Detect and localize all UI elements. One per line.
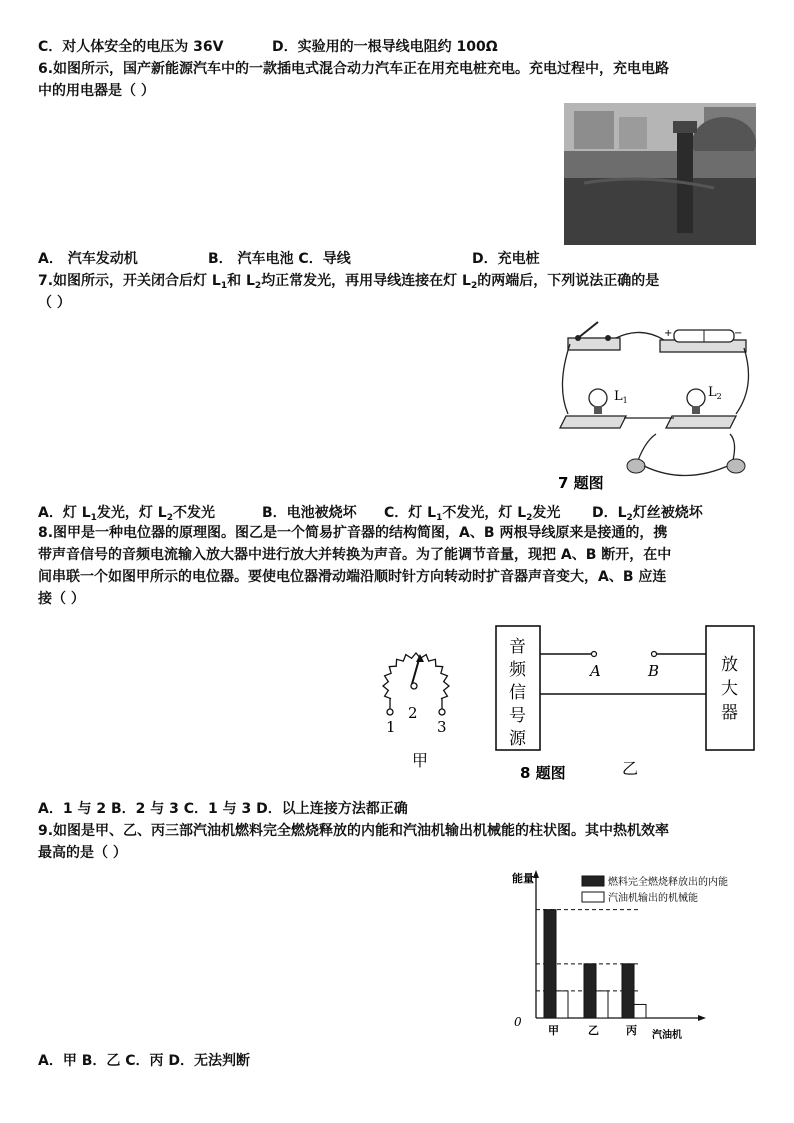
amplifier-char: 器 xyxy=(721,703,738,723)
potentiometer-figure xyxy=(376,640,466,770)
bar-甲-mechanical-energy xyxy=(556,991,568,1018)
q6-option-bc: B． 汽车电池 C．导线 xyxy=(208,251,351,267)
q8-stem-line2: 带声音信号的音频电流输入放大器中进行放大并转换为声音。为了能调节音量，现把 A、B 断开，在中 xyxy=(38,547,672,563)
q5-option-d: D．实验用的一根导线电阻约 100Ω xyxy=(272,39,498,55)
x-tick-label: 丙 xyxy=(626,1024,637,1037)
q5-option-c: C．对人体安全的电压为 36V xyxy=(38,39,224,55)
x-axis-label: 汽油机 xyxy=(652,1030,682,1041)
q7-option-d: D．$L_2$灯丝被烧坏 xyxy=(592,505,703,523)
q8-stem-line4: 接（ ） xyxy=(38,591,85,607)
signal-source-char: 源 xyxy=(509,729,526,749)
origin-label: 0 xyxy=(514,1015,522,1029)
q8-stem-line1: 8.图甲是一种电位器的原理图。图乙是一个简易扩音器的结构简图，A、B 两根导线原来是接通的，携 xyxy=(38,525,668,541)
amplifier-char: 大 xyxy=(721,679,738,699)
q9-options: A．甲 B．乙 C．丙 D．无法判断 xyxy=(38,1053,251,1069)
legend-swatch xyxy=(582,892,604,902)
lamp-l1-label: $L_1$ xyxy=(614,389,628,405)
q7-option-b: B．电池被烧坏 xyxy=(262,505,357,521)
x-tick-label: 甲 xyxy=(548,1024,559,1037)
q9-energy-bar-chart xyxy=(506,866,760,1044)
bar-甲-internal-energy xyxy=(544,910,556,1018)
bar-丙-internal-energy xyxy=(622,964,634,1018)
legend-label: 汽油机输出的机械能 xyxy=(608,893,698,904)
legend-swatch xyxy=(582,876,604,886)
signal-source-char: 频 xyxy=(509,660,526,680)
amplifier-circuit-figure xyxy=(494,622,758,782)
battery-minus: − xyxy=(734,328,743,339)
q6-option-a: A． 汽车发动机 xyxy=(38,251,138,267)
wire-label-b: B xyxy=(648,662,660,680)
q7-option-c: C．灯 $L_1$不发光，灯 $L_2$发光 xyxy=(384,505,561,523)
bar-乙-mechanical-energy xyxy=(596,991,608,1018)
x-tick-label: 乙 xyxy=(588,1024,599,1037)
battery-plus: + xyxy=(664,328,673,339)
q7-stem-line1: 7.如图所示，开关闭合后灯 $L_1$和 $L_2$均正常发光，再用导线连接在灯 $L_2$的两端后，下列说法正确的是 xyxy=(38,273,660,291)
q6-stem-line2: 中的用电器是（ ） xyxy=(38,83,155,99)
charging-car-photo xyxy=(564,103,756,245)
q9-stem-line2: 最高的是（ ） xyxy=(38,845,127,861)
signal-source-char: 信 xyxy=(509,683,526,703)
q9-stem-line1: 9.如图是甲、乙、丙三部汽油机燃料完全燃烧释放的内能和汽油机输出机械能的柱状图。其中热机效率 xyxy=(38,823,670,839)
pin-1: 1 xyxy=(386,718,396,736)
signal-source-char: 号 xyxy=(509,706,526,726)
q7-option-a: A．灯 $L_1$发光，灯 $L_2$不发光 xyxy=(38,505,215,523)
bar-丙-mechanical-energy xyxy=(634,1004,646,1018)
label-yi: 乙 xyxy=(622,759,639,778)
amplifier-char: 放 xyxy=(721,655,738,675)
q8-stem-line3: 间串联一个如图甲所示的电位器。要使电位器滑动端沿顺时针方向转动时扩音器声音变大，A、B 应连 xyxy=(38,569,667,585)
lamp-l2-label: $L_2$ xyxy=(708,385,722,401)
q7-stem-line2: （ ） xyxy=(38,295,71,311)
y-axis-label: 能量 xyxy=(512,872,534,885)
pin-2: 2 xyxy=(408,704,418,722)
x-axis-arrow xyxy=(698,1015,706,1021)
label-jia: 甲 xyxy=(412,751,429,770)
pin-3: 3 xyxy=(437,718,447,736)
q8-options: A．1 与 2 B．2 与 3 C．1 与 3 D．以上连接方法都正确 xyxy=(38,801,408,817)
legend-label: 燃料完全燃烧释放出的内能 xyxy=(608,877,728,888)
q6-option-d: D．充电桩 xyxy=(472,251,540,267)
q8-figure-caption: 8 题图 xyxy=(520,764,566,782)
wire-label-a: A xyxy=(590,662,601,680)
q7-figure-caption: 7 题图 xyxy=(558,474,604,492)
q6-stem-line1: 6.如图所示，国产新能源汽车中的一款插电式混合动力汽车正在用充电桩充电。充电过程中，充电电路 xyxy=(38,61,670,77)
signal-source-char: 音 xyxy=(509,637,526,657)
bar-乙-internal-energy xyxy=(584,964,596,1018)
q7-circuit-figure xyxy=(556,316,756,494)
